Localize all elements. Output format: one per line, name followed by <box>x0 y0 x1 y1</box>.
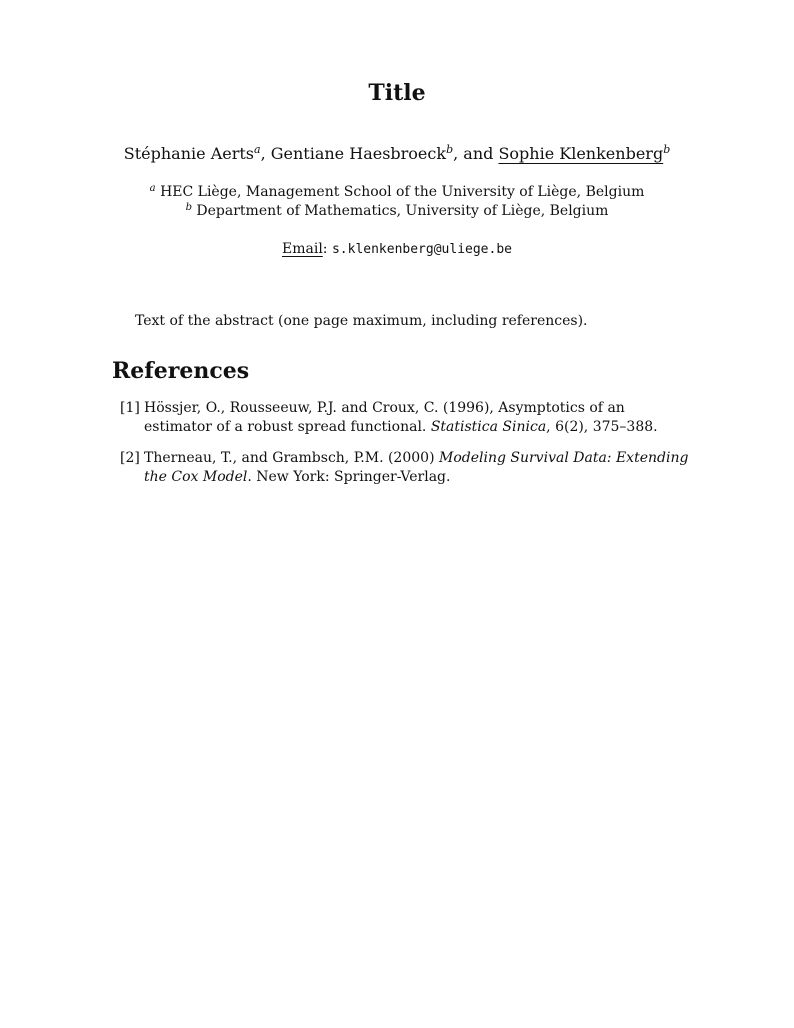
reference-details: . New York: Springer-Verlag. <box>247 469 451 485</box>
reference-details: , 6(2), 375–388. <box>546 419 658 435</box>
author-affiliation-mark: b <box>446 143 454 156</box>
reference-authors: Hössjer, O., Rousseeuw, P.J. and Croux, C. (1996), Asymptotics of an estimator of a robust spread functional. <box>144 400 625 435</box>
references-heading: References <box>112 358 250 384</box>
author-affiliation-mark: b <box>663 143 671 156</box>
reference-book-title: Modeling Survival Data: Extending the Cox Model <box>144 450 689 485</box>
affiliation-mark: a <box>149 183 156 194</box>
email-label: Email <box>282 241 323 257</box>
paper-title: Title <box>368 80 426 106</box>
email-address: s.klenkenberg@uliege.be <box>331 242 512 257</box>
author-affiliation-mark: a <box>254 143 261 156</box>
reference-number: [1] <box>120 400 140 416</box>
affiliation-text: HEC Liège, Management School of the University of Liège, Belgium <box>160 184 645 200</box>
affiliation-text: Department of Mathematics, University of Liège, Belgium <box>196 203 609 219</box>
reference-authors: Therneau, T., and Grambsch, P.M. (2000) <box>144 450 439 466</box>
abstract-text: Text of the abstract (one page maximum, including references). <box>135 313 588 329</box>
author-separator: , and <box>453 144 499 163</box>
email-line <box>0 241 794 257</box>
affiliation-line <box>0 203 794 219</box>
author-separator: , <box>260 144 271 163</box>
reference-item <box>112 399 692 437</box>
email-separator: : <box>322 241 328 257</box>
reference-item <box>112 449 692 487</box>
reference-text <box>144 449 692 487</box>
presenting-author-name: Sophie Klenkenberg <box>498 144 664 163</box>
reference-list <box>112 399 692 499</box>
reference-text <box>144 399 692 437</box>
affiliation-line <box>0 184 794 200</box>
author-list <box>0 144 794 163</box>
reference-journal: Statistica Sinica <box>430 419 547 435</box>
affiliation-mark: b <box>185 202 192 213</box>
author-name: Gentiane Haesbroeck <box>270 144 447 163</box>
reference-number: [2] <box>120 450 140 466</box>
author-name: Stéphanie Aerts <box>123 144 254 163</box>
